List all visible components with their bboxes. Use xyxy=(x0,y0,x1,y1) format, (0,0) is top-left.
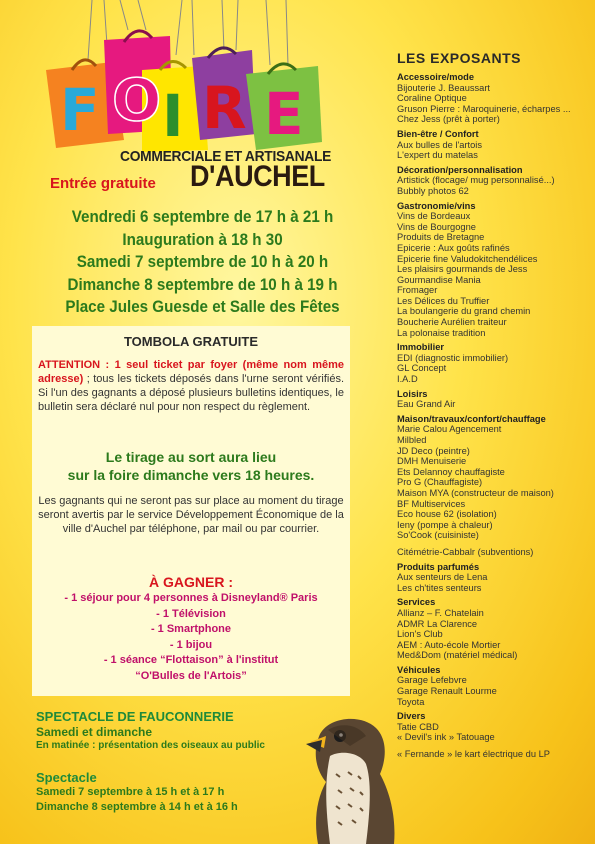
letter-f: F xyxy=(60,76,100,144)
exhibitor-category-title: Divers xyxy=(397,711,426,722)
prize-item: - 1 séjour pour 4 personnes à Disneyland® Paris xyxy=(64,592,318,604)
exhibitor-item: Citémétrie-Cabbalr (subventions) xyxy=(397,546,534,557)
exhibitor-category-title: Décoration/personnalisation xyxy=(397,164,523,175)
exhibitor-category xyxy=(397,165,587,197)
exhibitor-category xyxy=(397,129,587,161)
foire-bags-logo xyxy=(42,0,322,160)
exhibitor-category xyxy=(397,597,587,661)
exhibitor-category-title: Accessoire/mode xyxy=(397,72,474,82)
exhibitor-item: Lion's Club xyxy=(397,629,443,640)
prize-item: - 1 séance “Flottaison” à l'institut xyxy=(103,654,279,666)
tombola-title: TOMBOLA GRATUITE xyxy=(123,334,259,349)
exhibitor-category-title: Immobilier xyxy=(397,342,445,353)
show-title: Spectacle xyxy=(36,770,97,785)
exhibitor-item: Artistick (flocage/ mug personnalisé...) xyxy=(397,175,555,186)
draw-info xyxy=(38,448,344,484)
exhibitor-item: Les plaisirs gourmands de Jess xyxy=(397,264,528,275)
svg-text:O: O xyxy=(112,66,162,134)
exhibitor-item: ADMR La Clarence xyxy=(397,618,478,629)
exhibitor-category-title: Bien-être / Confort xyxy=(397,128,479,139)
exhibitor-item: Epicerie fine Valudokitchendélices xyxy=(397,253,538,264)
exhibitor-category xyxy=(397,665,587,707)
exhibitor-item: Ets Delannoy chauffagiste xyxy=(397,466,505,477)
rules-text: ; tous les tickets déposés dans l'urne seront vérifiés. Si l'un des gagnants a déposé plusieurs bulletins identiques, le bulletin sera déclaré nul pour non respect du règlement. xyxy=(38,373,344,413)
exhibitor-category-title: Services xyxy=(397,597,436,608)
show-line: Samedi 7 septembre à 15 h et à 17 h xyxy=(36,786,225,798)
falcon-image xyxy=(300,712,400,844)
exhibitor-item: Pro G (Chauffagiste) xyxy=(397,477,483,488)
exhibitor-item: EDI (diagnostic immobilier) xyxy=(397,352,509,363)
exhibitor-category-title: Produits parfumés xyxy=(397,561,480,572)
exhibitor-item: La polonaise tradition xyxy=(397,327,486,338)
falconry-days: Samedi et dimanche xyxy=(36,725,153,739)
exhibitor-category xyxy=(397,389,587,410)
exhibitor-item: Les Délices du Truffier xyxy=(397,295,490,306)
prizes-list xyxy=(38,591,344,684)
exhibitor-category xyxy=(397,414,587,558)
exhibitor-item: I.A.D xyxy=(397,374,418,385)
exhibitor-category-title: Véhicules xyxy=(397,664,441,675)
subtitle: COMMERCIALE ET ARTISANALE xyxy=(120,148,332,165)
exhibitor-category-title: Maison/travaux/confort/chauffage xyxy=(397,413,546,424)
prize-item: - 1 Smartphone xyxy=(150,623,232,635)
falconry-details: En matinée : présentation des oiseaux au public xyxy=(36,740,265,751)
exhibitor-category xyxy=(397,201,587,339)
exhibitor-category xyxy=(397,72,587,125)
exhibitor-item: Vins de Bourgogne xyxy=(397,221,476,232)
exhibitor-item: Milbled xyxy=(397,435,427,445)
exhibitor-item: Aux senteurs de Lena xyxy=(397,572,488,583)
svg-text:I: I xyxy=(162,82,184,150)
attention-text: ATTENTION : 1 seul ticket par foyer (même nom même adresse) xyxy=(38,359,344,385)
prize-item: - 1 bijou xyxy=(169,638,213,651)
exhibitors-title: LES EXPOSANTS xyxy=(397,50,521,66)
falconry-title: SPECTACLE DE FAUCONNERIE xyxy=(36,709,234,724)
exhibitor-item: Vins de Bordeaux xyxy=(397,211,471,222)
show-line: Dimanche 8 septembre à 14 h et à 16 h xyxy=(36,801,238,813)
exhibitor-item: Tatie CBD xyxy=(397,721,439,732)
date-line: Dimanche 8 septembre de 10 h à 19 h xyxy=(67,275,338,294)
svg-text:E: E xyxy=(264,80,304,148)
svg-text:R: R xyxy=(202,74,247,142)
exhibitor-category xyxy=(397,562,587,594)
exhibitor-item: Bijouterie J. Beaussart xyxy=(397,82,491,93)
exhibitor-category xyxy=(397,711,587,759)
dates-block xyxy=(30,206,375,319)
exhibitor-category-title: Loisirs xyxy=(397,388,428,399)
exhibitor-item: Eco house 62 (isolation) xyxy=(397,509,497,520)
date-line: Inauguration à 18 h 30 xyxy=(122,230,283,249)
exhibitor-item: Toyota xyxy=(397,696,425,707)
exhibitor-item: JD Deco (peintre) xyxy=(397,445,470,456)
winners-info: Les gagnants qui ne seront pas sur place au moment du tirage seront avertis par le service Développement Économique de la ville d'Auchel par téléphone, par mail ou par courrier. xyxy=(38,495,344,535)
exhibitor-item: La boulangerie du grand chemin xyxy=(397,306,531,317)
exhibitor-item: Boucherie Aurélien traiteur xyxy=(397,317,507,328)
exhibitor-category-title: Gastronomie/vins xyxy=(397,200,476,211)
exhibitor-item: Gourmandise Mania xyxy=(397,274,481,285)
exhibitor-item: Med&Dom (matériel médical) xyxy=(397,650,518,661)
exhibitor-item: GL Concept xyxy=(397,363,447,374)
exhibitor-item: DMH Menuiserie xyxy=(397,456,467,467)
exhibitor-item: Aux bulles de l'artois xyxy=(397,139,482,150)
exhibitor-item: L'expert du matelas xyxy=(397,150,478,161)
exhibitor-item: Garage Renault Lourme xyxy=(397,686,497,697)
exhibitor-item: BF Multiservices xyxy=(397,498,466,509)
date-line: Vendredi 6 septembre de 17 h à 21 h xyxy=(71,208,334,226)
exhibitor-item: AEM : Auto-école Mortier xyxy=(397,639,501,650)
prize-item: - 1 Télévision xyxy=(156,607,226,620)
exhibitor-item: Produits de Bretagne xyxy=(397,232,485,243)
draw-line: sur la foire dimanche vers 18 heures. xyxy=(67,467,315,483)
exhibitor-item: Garage Lefebvre xyxy=(397,675,467,686)
exhibitor-item: « Fernande » le kart électrique du LP xyxy=(397,749,550,760)
prizes-title: À GAGNER : xyxy=(149,574,233,590)
exhibitor-item: Marie Calou Agencement xyxy=(397,424,502,435)
exhibitor-item: Bubbly photos 62 xyxy=(397,185,469,196)
exhibitor-item: Ieny (pompe à chaleur) xyxy=(397,519,493,530)
exhibitor-category xyxy=(397,342,587,384)
city-title: D'AUCHEL xyxy=(190,160,325,193)
draw-line: Le tirage au sort aura lieu xyxy=(105,449,277,465)
exhibitor-item: Chez Jess (prêt à porter) xyxy=(397,114,500,125)
exhibitor-item: Epicerie : Aux goûts rafinés xyxy=(397,242,510,253)
exhibitor-item: So'Cook (cuisiniste) xyxy=(397,530,479,541)
exhibitors-list xyxy=(397,72,587,760)
prize-item: “O'Bulles de l'Artois” xyxy=(135,669,247,682)
exhibitor-item: Les ch'tites senteurs xyxy=(397,582,482,593)
exhibitor-item: Fromager xyxy=(397,285,438,296)
date-line: Samedi 7 septembre de 10 h à 20 h xyxy=(76,253,329,271)
date-line: Place Jules Guesde et Salle des Fêtes xyxy=(65,298,340,316)
exhibitor-item: « Devil's ink » Tatouage xyxy=(397,732,495,743)
tombola-rules xyxy=(38,358,344,414)
exhibitor-item: Allianz – F. Chatelain xyxy=(397,607,484,618)
exhibitor-item: Eau Grand Air xyxy=(397,399,456,410)
exhibitor-item: Gruson Pierre : Maroquinerie, écharpes ... xyxy=(397,103,571,114)
exhibitor-item: Coraline Optique xyxy=(397,93,467,104)
entry-free: Entrée gratuite xyxy=(50,175,156,192)
exhibitor-item: Maison MYA (constructeur de maison) xyxy=(397,487,554,498)
